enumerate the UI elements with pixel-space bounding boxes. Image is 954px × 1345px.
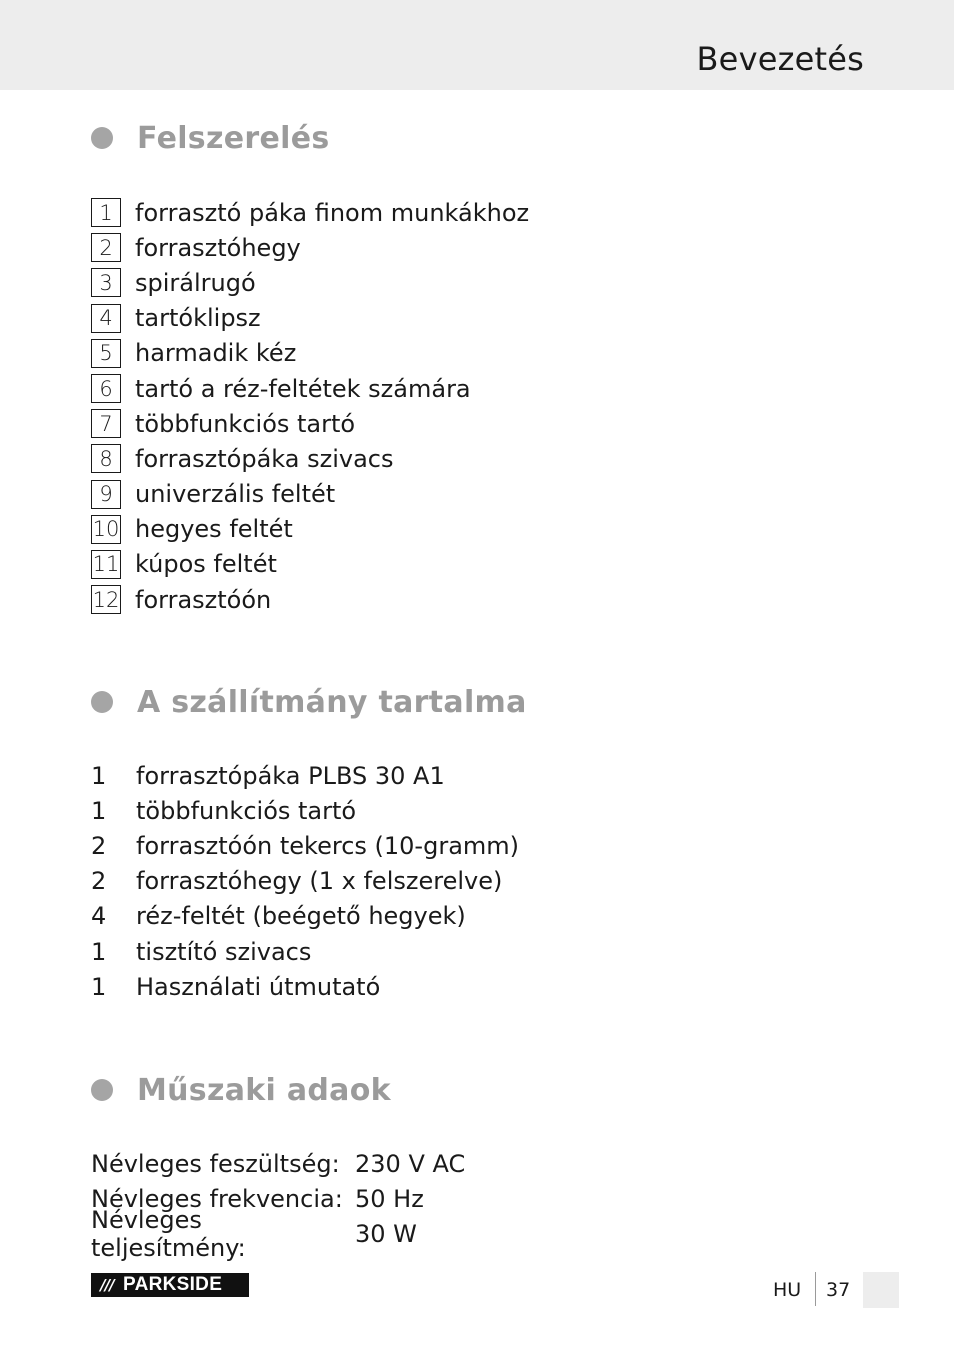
- item-number: 5: [91, 339, 121, 368]
- bullet-icon: [91, 127, 113, 149]
- section-title: Felszerelés: [137, 120, 330, 156]
- item-number: 8: [91, 444, 121, 473]
- bullet-icon: [91, 1079, 113, 1101]
- item-label: forrasztóón tekercs (10-gramm): [136, 831, 520, 860]
- list-item: [91, 265, 529, 300]
- item-quantity: 1: [91, 937, 107, 966]
- brand-mark: ///: [100, 1276, 114, 1294]
- item-quantity: 1: [91, 796, 107, 825]
- item-number: 9: [91, 480, 121, 509]
- section-title: A szállítmány tartalma: [137, 684, 527, 720]
- item-number: 12: [91, 585, 121, 614]
- item-label: kúpos feltét: [135, 550, 277, 579]
- item-number: 11: [91, 550, 121, 579]
- item-label: többfunkciós tartó: [135, 409, 356, 438]
- item-number: 6: [91, 374, 121, 403]
- list-item: [91, 758, 519, 793]
- item-number: 7: [91, 409, 121, 438]
- item-number: 10: [91, 515, 121, 544]
- item-quantity: 1: [91, 761, 107, 790]
- list-item: [91, 899, 519, 934]
- list-item: [91, 828, 519, 863]
- section-equipment-heading: [91, 118, 330, 158]
- item-quantity: 4: [91, 902, 107, 931]
- item-label: univerzális feltét: [135, 480, 336, 509]
- item-label: tartó a réz-feltétek számára: [135, 374, 471, 403]
- item-label: tisztító szivacs: [136, 937, 312, 966]
- section-title: Műszaki adaok: [137, 1072, 391, 1108]
- item-label: forrasztópáka PLBS 30 A1: [136, 761, 445, 790]
- item-quantity: 2: [91, 831, 107, 860]
- list-item: [91, 406, 529, 441]
- list-item: [91, 969, 519, 1004]
- footer-divider: [815, 1272, 816, 1306]
- header-band: [0, 0, 954, 90]
- spec-label: Névleges feszültség:: [91, 1149, 340, 1178]
- item-label: forrasztóhegy: [135, 233, 301, 262]
- item-label: forrasztópáka szivacs: [135, 444, 394, 473]
- spec-value: 30 W: [355, 1219, 417, 1248]
- spec-row: [91, 1205, 465, 1262]
- item-label: többfunkciós tartó: [136, 796, 357, 825]
- spec-row: [91, 1146, 465, 1181]
- list-item: [91, 864, 519, 899]
- item-label: réz-feltét (beégető hegyek): [136, 902, 466, 931]
- delivery-list: [91, 758, 519, 1004]
- brand-name: PARKSIDE: [123, 1275, 247, 1295]
- list-item: [91, 301, 529, 336]
- page-number: 37: [826, 1279, 851, 1301]
- item-label: hegyes feltét: [135, 515, 293, 544]
- list-item: [91, 793, 519, 828]
- page-title: Bevezetés: [696, 40, 864, 78]
- brand-logo: [91, 1273, 249, 1297]
- item-label: forrasztóón: [135, 585, 272, 614]
- list-item: [91, 441, 529, 476]
- spec-value: 50 Hz: [355, 1184, 424, 1213]
- spec-value: 230 V AC: [355, 1149, 466, 1178]
- technical-data-table: [91, 1146, 466, 1262]
- item-number: 2: [91, 233, 121, 262]
- equipment-list: [91, 195, 529, 617]
- item-number: 3: [91, 268, 121, 297]
- list-item: [91, 547, 529, 582]
- list-item: [91, 230, 529, 265]
- item-quantity: 2: [91, 867, 107, 896]
- footer-tab: [863, 1272, 899, 1308]
- list-item: [91, 582, 529, 617]
- section-delivery-heading: [91, 682, 527, 722]
- item-number: 1: [91, 198, 121, 227]
- language-code: HU: [773, 1279, 802, 1301]
- list-item: [91, 477, 529, 512]
- item-label: forrasztóhegy (1 x felszerelve): [136, 867, 503, 896]
- item-label: harmadik kéz: [135, 339, 297, 368]
- section-technical-heading: [91, 1070, 391, 1110]
- item-label: tartóklipsz: [135, 304, 261, 333]
- item-quantity: 1: [91, 972, 107, 1001]
- list-item: [91, 934, 519, 969]
- item-label: forrasztó páka finom munkákhoz: [135, 198, 530, 227]
- list-item: [91, 195, 529, 230]
- list-item: [91, 371, 529, 406]
- spec-label: Névleges teljesítmény:: [91, 1205, 246, 1262]
- list-item: [91, 336, 529, 371]
- spec-label: Névleges frekvencia:: [91, 1184, 343, 1213]
- item-label: Használati útmutató: [136, 972, 381, 1001]
- bullet-icon: [91, 691, 113, 713]
- list-item: [91, 512, 529, 547]
- item-number: 4: [91, 304, 121, 333]
- item-label: spirálrugó: [135, 268, 256, 297]
